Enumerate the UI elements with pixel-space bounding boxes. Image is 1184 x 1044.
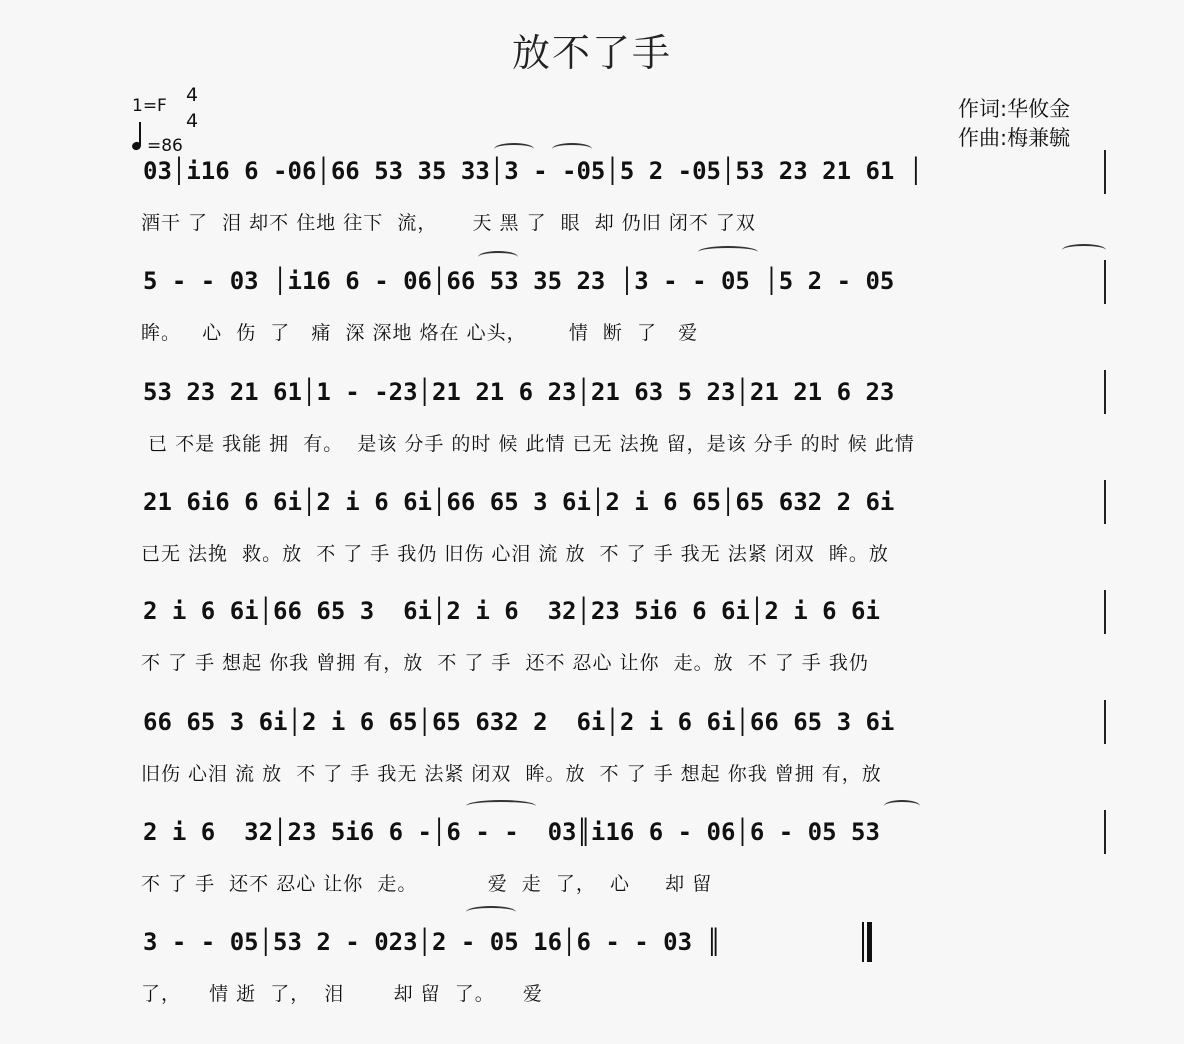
final-barline-thin	[862, 922, 864, 962]
final-barline-thick	[867, 922, 872, 962]
lyricist-credit: 作词:华攸金	[958, 97, 1071, 121]
lyric-row-6: 旧伤 心泪 流 放 不 了 手 我无 法紧 闭双 眸。放 不 了 手 想起 你我 曾拥 有，放	[141, 763, 882, 785]
notation-row-4: 21 6i6 6 6i│2 i 6 6i│66 65 3 6i│2 i 6 65│65 632 2 6i	[143, 488, 895, 516]
barline	[1104, 810, 1106, 854]
tie-arc	[466, 906, 516, 918]
barline	[1104, 700, 1106, 744]
tie-arc	[552, 143, 592, 155]
barline	[1104, 150, 1106, 194]
notation-row-3: 53 23 21 61│1 - -23│21 21 6 23│21 63 5 23│21 21 6 23	[143, 378, 895, 406]
barline	[1104, 590, 1106, 634]
notation-row-2: 5 - - 03 │i16 6 - 06│66 53 35 23 │3 - - 05 │5 2 - 05	[143, 267, 895, 295]
lyric-row-7: 不 了 手 还不 忍心 让你 走。 爱 走 了， 心 却 留	[141, 873, 713, 895]
time-signature-bottom: 4	[186, 110, 199, 132]
lyric-row-3: 已 不是 我能 拥 有。 是该 分手 的时 候 此情 已无 法挽 留，是该 分手 的时 候 此情	[141, 433, 915, 455]
time-signature-top: 4	[186, 84, 199, 106]
barline	[1104, 260, 1106, 304]
barline	[1104, 480, 1106, 524]
lyric-row-2: 眸。 心 伤 了 痛 深 深地 烙在 心头， 情 断 了 爱	[141, 322, 699, 344]
tempo-marking: =86	[147, 136, 183, 156]
tie-arc	[698, 246, 758, 258]
time-signature	[186, 82, 198, 134]
tie-arc	[478, 251, 518, 263]
notation-row-7: 2 i 6 32│23 5i6 6 -│6 - - 03║i16 6 - 06│6 - 05 53	[143, 818, 880, 846]
lyric-row-5: 不 了 手 想起 你我 曾拥 有，放 不 了 手 还不 忍心 让你 走。放 不 了 手 我仍	[141, 652, 869, 674]
notation-row-1: 03│i16 6 -06│66 53 35 33│3 - -05│5 2 -05│53 23 21 61 │	[143, 157, 924, 185]
notation-row-5: 2 i 6 6i│66 65 3 6i│2 i 6 32│23 5i6 6 6i│2 i 6 6i	[143, 597, 880, 625]
composer-credit: 作曲:梅兼毓	[958, 126, 1071, 150]
lyric-row-1: 酒干 了 泪 却不 住地 往下 流， 天 黑 了 眼 却 仍旧 闭不 了双	[141, 212, 756, 234]
notation-row-8: 3 - - 05│53 2 - 023│2 - 05 16│6 - - 03 ║	[143, 928, 721, 956]
tie-arc	[884, 800, 920, 812]
song-title: 放不了手	[511, 31, 672, 75]
tie-arc	[466, 800, 536, 812]
tie-arc	[1062, 244, 1106, 256]
barline	[1104, 370, 1106, 414]
key-signature: 1=F	[132, 96, 167, 116]
lyric-row-8: 了， 情 逝 了， 泪 却 留 了。 爱	[141, 983, 543, 1005]
notation-row-6: 66 65 3 6i│2 i 6 65│65 632 2 6i│2 i 6 6i│66 65 3 6i	[143, 708, 895, 736]
lyric-row-4: 已无 法挽 救。放 不 了 手 我仍 旧伤 心泪 流 放 不 了 手 我无 法紧 闭双 眸。放	[141, 543, 889, 565]
quarter-note-stem	[139, 122, 141, 146]
tie-arc	[494, 143, 534, 155]
